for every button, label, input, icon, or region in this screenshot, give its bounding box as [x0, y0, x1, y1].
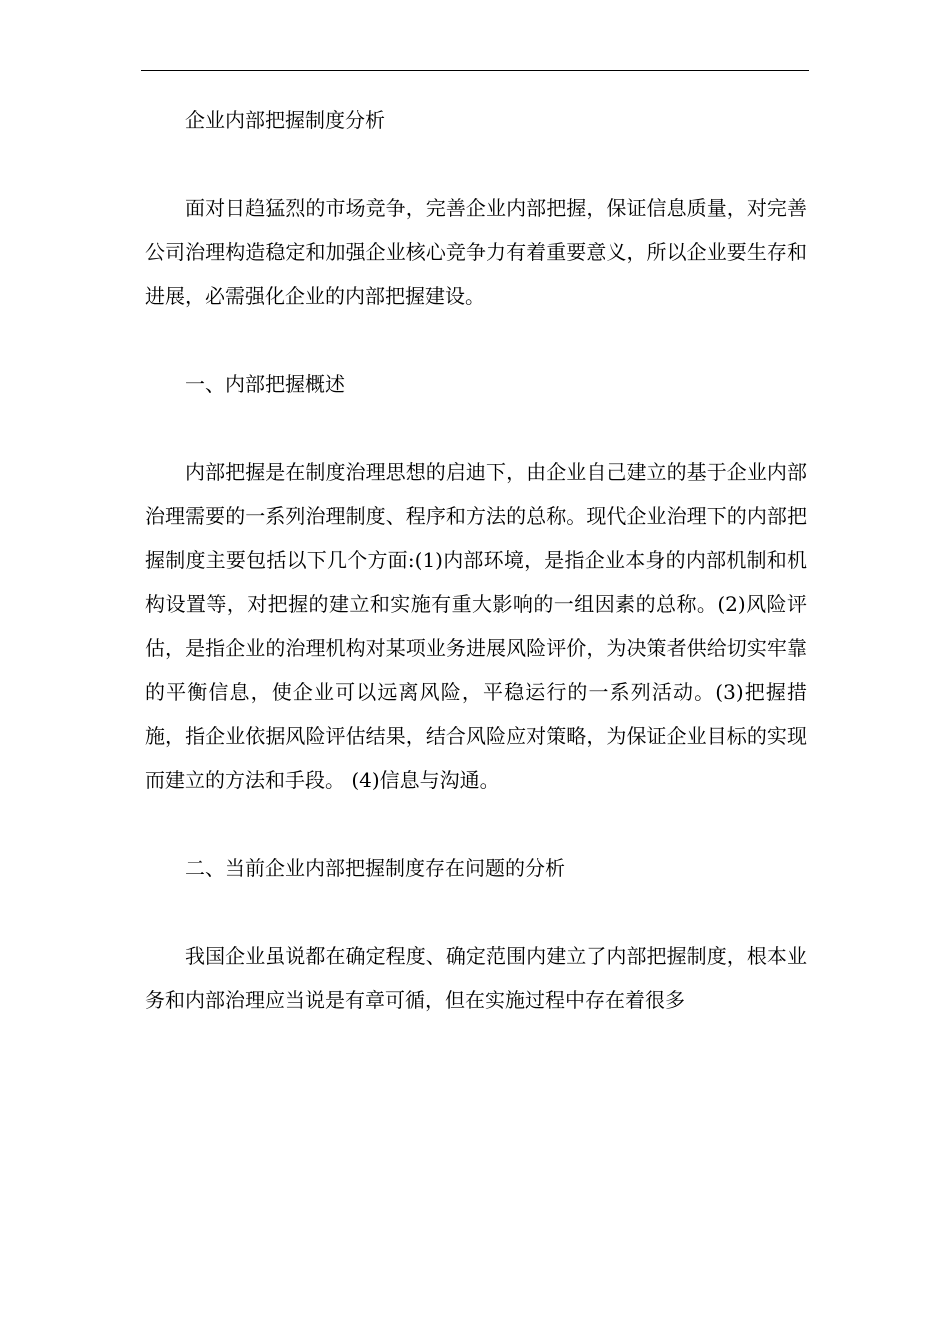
spacer: [145, 802, 807, 846]
section-1-paragraph: 内部把握是在制度治理思想的启迪下，由企业自己建立的基于企业内部治理需要的一系列治理制度、程序和方法的总称。现代企业治理下的内部把握制度主要包括以下几个方面:(1)内部环境，是指企业本身的内部机制和机构设置等，对把握的建立和实施有重大影响的一组因素的总称。(2)风险评估，是指企业的治理机构对某项业务进展风险评价，为决策者供给切实牢靠的平衡信息，使企业可以远离风险，平稳运行的一系列活动。(3)把握措施，指企业依据风险评估结果，结合风险应对策略，为保证企业目标的实现而建立的方法和手段。 (4)信息与沟通。: [145, 460, 807, 792]
section-1-heading: 一、内部把握概述: [185, 372, 345, 396]
spacer: [145, 142, 807, 186]
header-rule: [141, 70, 809, 71]
intro-paragraph: 面对日趋猛烈的市场竞争，完善企业内部把握，保证信息质量，对完善公司治理构造稳定和加强企业核心竞争力有着重要意义，所以企业要生存和进展，必需强化企业的内部把握建设。: [145, 196, 807, 308]
document-body: [145, 98, 807, 1022]
spacer: [145, 318, 807, 362]
section-2-heading: 二、当前企业内部把握制度存在问题的分析: [185, 856, 565, 880]
section-2-paragraph: 我国企业虽说都在确定程度、确定范围内建立了内部把握制度，根本业务和内部治理应当说是有章可循，但在实施过程中存在着很多: [145, 944, 807, 1012]
spacer: [145, 406, 807, 450]
spacer: [145, 890, 807, 934]
document-title: 企业内部把握制度分析: [185, 108, 385, 132]
